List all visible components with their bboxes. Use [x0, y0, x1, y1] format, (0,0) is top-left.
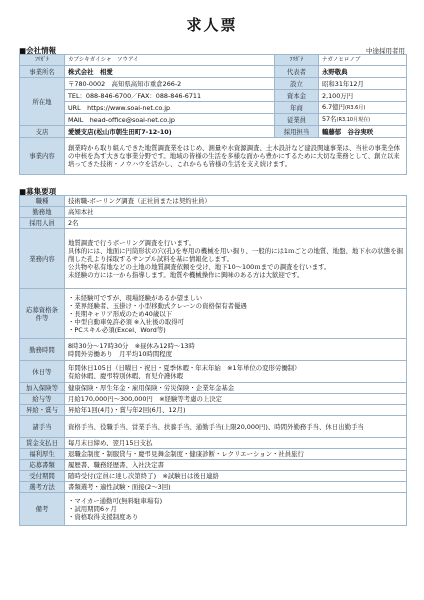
- row-label: 備考: [20, 493, 65, 526]
- row-value-line: 具体的には、地面に円筒形状の穴(孔)を専用の機械を用い掘り、一般的には1ｍごとの地質、地盤、地下水の状態を掘削した孔より採取するサンプル試料を基に情報化します。: [68, 246, 403, 263]
- job-section-heading: ■募集要項: [19, 187, 57, 196]
- table-row: [20, 460, 407, 471]
- row-value: [65, 229, 407, 289]
- row-label: 選考方法: [20, 482, 65, 493]
- contact-value: 鶴藤郁 谷谷実咲: [319, 126, 407, 138]
- revenue-cell: [319, 102, 407, 114]
- row-value: 健康保険・厚生年金・雇用保険・労災保険・企業年金基金: [65, 383, 407, 394]
- business-description: 創業時から取り組んできた地質調査業をはじめ、測量や水資源調査、土木設計など建設関連事業は、当社の事業全体の中核を為す大きな事業分野です。地域の皆様の生活を多様な面から豊かにするために大切な業務として、創立以来培ってきた技術・ノウハウを活かし、これからも皆様の生活を支え続けます。: [65, 138, 407, 175]
- company-furigana: カブシキガイシャ ソウアイ: [65, 55, 275, 66]
- row-value: 技術職-ボーリング調査（正社員または契約社員）: [65, 196, 407, 207]
- rep-name: 永野敬典: [319, 66, 407, 78]
- table-row: [20, 339, 407, 361]
- address-line: 〒780-0002 高知県高知市重倉266-2: [65, 78, 275, 90]
- row-value-line: 公共物や私有地などの土地の地質調査依頼を受け、地下10～100ｍまでの調査を行います。: [68, 262, 331, 271]
- table-row: [20, 361, 407, 383]
- row-value: [65, 361, 407, 383]
- row-value: 高知本社: [65, 207, 407, 218]
- row-label: 昇給・賞与: [20, 405, 65, 416]
- row-value-line: ・試用期間6ヶ月: [68, 505, 117, 513]
- table-row: [20, 383, 407, 394]
- row-value-line: 未経験の方には一から指導します。地質や機械操作に興味のある方は大歓迎です。: [68, 270, 304, 279]
- row-label: 応募書類: [20, 460, 65, 471]
- url-link[interactable]: URL https://www.soai-net.co.jp: [65, 102, 275, 114]
- row-label: 賃金支払日: [20, 438, 65, 449]
- row-value: 2名: [65, 218, 407, 229]
- rep-furigana: ナガノヒロノブ: [319, 55, 407, 66]
- row-label: 受付期間: [20, 471, 65, 482]
- row-value: 月給170,000円～300,000円 ※経験等考慮の上決定: [65, 394, 407, 405]
- mail-link[interactable]: MAIL head-office@soai-net.co.jp: [65, 114, 275, 126]
- row-value: 履歴書、職務経歴書、入社決定書: [65, 460, 407, 471]
- row-value: 随時受付(定員に達し次第終了) ※試験日は後日連絡: [65, 471, 407, 482]
- company-section-heading: ■会社情報: [19, 46, 57, 55]
- contact-label: 採用担当: [275, 126, 319, 138]
- row-label: 休日等: [20, 361, 65, 383]
- row-value: 退職金制度・制服貸与・慶弔見舞金制度・健康診断・レクリエーション・社員旅行: [65, 449, 407, 460]
- row-value-line: 時間外労働あり 月平均10時間程度: [68, 349, 172, 358]
- revenue-label: 年商: [275, 102, 319, 114]
- row-value-line: ・PCスキル必須(Excel、Word等): [68, 325, 166, 334]
- founded-label: 設立: [275, 78, 319, 90]
- table-row: [20, 471, 407, 482]
- employees-value: 57名: [322, 115, 337, 124]
- row-label: 加入保険等: [20, 383, 65, 394]
- rep-label: 代表者: [275, 66, 319, 78]
- row-value-line: 資格手当、役職手当、営業手当、扶養手当、通勤手当(上限20,000円)、時間外勤務手当、休日出勤手当: [68, 422, 364, 431]
- branch-label: 支店: [20, 126, 65, 138]
- row-value: 毎月末日締め、翌月15日支払: [65, 438, 407, 449]
- table-row: [20, 229, 407, 289]
- table-row: [20, 405, 407, 416]
- job-requirements-table: [19, 195, 407, 526]
- row-value-line: ・資格取得支援制度あり: [68, 513, 139, 521]
- table-row: [20, 493, 407, 526]
- row-value-line: 有給休暇、慶弔特別休暇、育児介護休暇: [68, 371, 184, 380]
- row-value-line: ・長期キャリア形成のため40歳以下: [68, 309, 172, 318]
- rep-furigana-label: ﾌﾘｶﾞﾅ: [275, 55, 319, 66]
- table-row: [20, 207, 407, 218]
- employees-label: 従業員: [275, 114, 319, 126]
- row-value: 書類選考・適性試験・面接(2～3回): [65, 482, 407, 493]
- row-value: [65, 416, 407, 438]
- capital-value: 2,100万円: [319, 90, 407, 102]
- row-value-line: 地質調査で行うボーリング調査を行います。: [68, 238, 196, 247]
- row-label: 福利厚生: [20, 449, 65, 460]
- row-label: 諸手当: [20, 416, 65, 438]
- row-label: 業務内容: [20, 229, 65, 289]
- founded-value: 昭和31年12月: [319, 78, 407, 90]
- row-value: 昇給年1回(4月)・賞与年2回(6月、12月): [65, 405, 407, 416]
- row-value-line: ・マイカー通勤可(無料駐車場有): [68, 497, 163, 505]
- table-row: [20, 289, 407, 339]
- row-label: 採用人員: [20, 218, 65, 229]
- tel-fax-line: TEL：088-846-6700／FAX：088-846-6711: [65, 90, 275, 102]
- row-value: [65, 493, 407, 526]
- company-name-label: 事業所名: [20, 66, 65, 78]
- table-row: [20, 394, 407, 405]
- row-value-line: 年間休日105日（日曜日・祝日・夏季休暇・年末年始 ※1年単位の変形労働制）: [68, 363, 301, 372]
- table-row: [20, 416, 407, 438]
- table-row: [20, 482, 407, 493]
- capital-label: 資本金: [275, 90, 319, 102]
- row-value: [65, 289, 407, 339]
- row-label: 職種: [20, 196, 65, 207]
- row-label: 勤務時間: [20, 339, 65, 361]
- page-title: 求人票: [186, 16, 238, 34]
- row-label: 勤務地: [20, 207, 65, 218]
- table-row: [20, 218, 407, 229]
- row-label: 応募資格条件等: [20, 289, 65, 339]
- table-row: [20, 196, 407, 207]
- hiring-type-note: 中途採用者用: [366, 47, 405, 55]
- row-value-line: ・未経験可ですが、現場経験があるか望ましい: [68, 293, 203, 302]
- row-value: [65, 339, 407, 361]
- employees-note: (R3.10月現在): [336, 117, 371, 124]
- address-label: 所在地: [20, 78, 65, 126]
- employees-cell: [319, 114, 407, 126]
- row-value-line: ・中型自動車免許必須 ※入社後の取得可: [68, 317, 185, 326]
- table-row: [20, 449, 407, 460]
- furigana-label: ﾌﾘｶﾞﾅ: [20, 55, 65, 66]
- table-row: [20, 438, 407, 449]
- branch-value: 愛媛支店(松山市朝生田町7-12-10): [65, 126, 275, 138]
- row-value-line: ・業界経験者、玉掛け・小型移動式クレーンの資格保有者優遇: [68, 301, 247, 310]
- company-name: 株式会社 相愛: [65, 66, 275, 78]
- revenue-value: 6.7億円: [322, 103, 345, 112]
- business-label: 事業内容: [20, 138, 65, 175]
- company-info-table: [19, 54, 407, 175]
- row-label: 給与等: [20, 394, 65, 405]
- revenue-note: (R3.6月): [344, 105, 366, 112]
- row-value-line: 8時30分～17時30分 ※昼休み12時～13時: [68, 341, 195, 350]
